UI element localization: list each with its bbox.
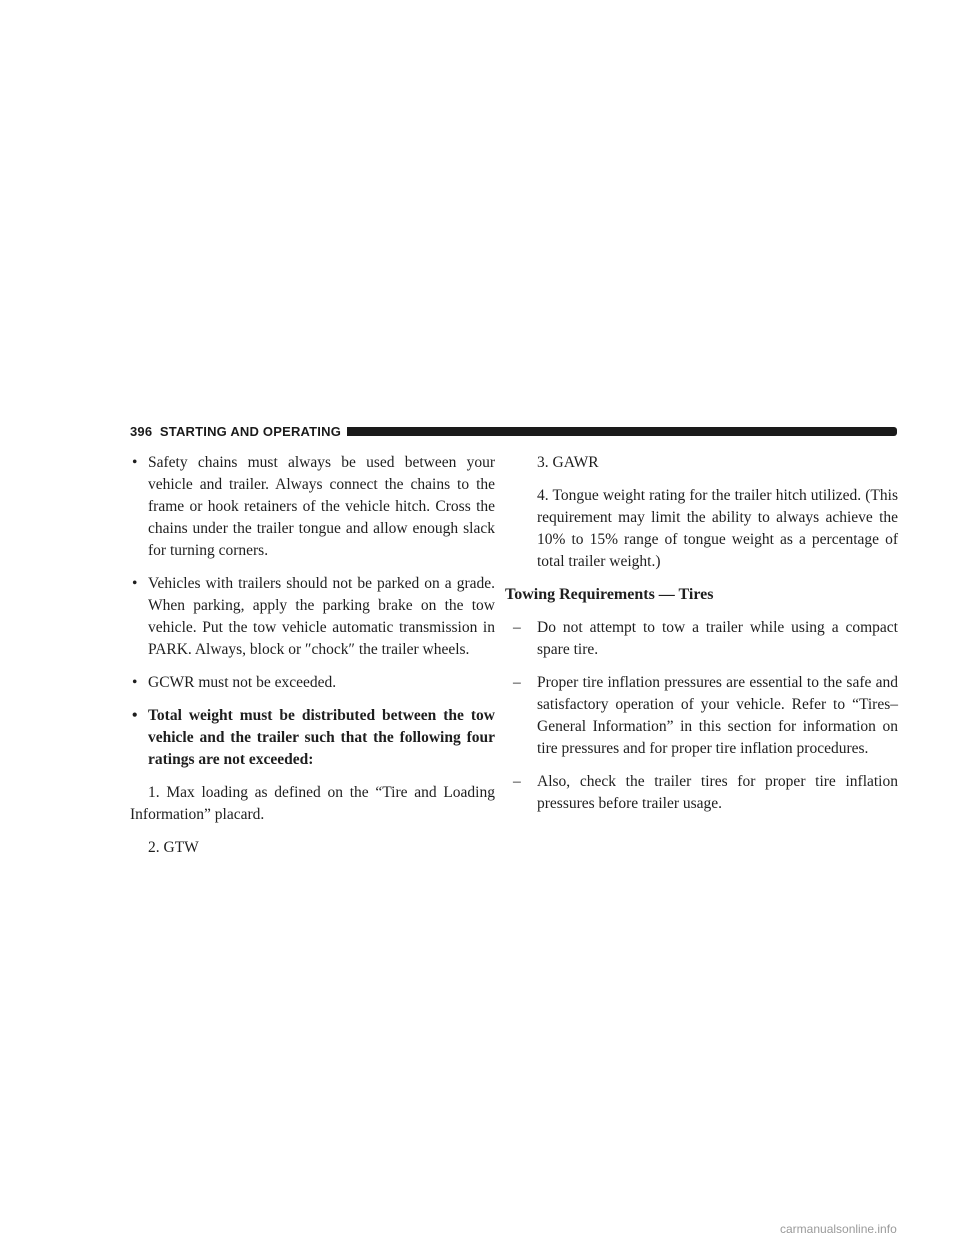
bullet-icon: • <box>132 707 138 724</box>
left-column <box>130 452 495 870</box>
dash-icon: – <box>513 619 521 636</box>
bullet-item: • GCWR must not be exceeded. <box>130 672 495 694</box>
bullet-icon: • <box>132 674 138 691</box>
page-header <box>130 423 897 439</box>
header-rule <box>347 427 897 436</box>
dash-item: – Proper tire inflation pressures are essential to the safe and satisfactory operation of your vehicle. Refer to “Tires–General Information” in this section for information on tire pressures and for proper tire inflation procedures. <box>513 674 898 757</box>
bullet-item: • Safety chains must always be used between your vehicle and trailer. Always connect the chains to the frame or hook retainers of the vehicle hitch. Cross the chains under the trailer tongue and allow enough slack for turning corners. <box>132 454 495 559</box>
footer-watermark: carmanualsonline.info <box>780 1222 897 1236</box>
numbered-item: 3. GAWR <box>537 454 599 471</box>
right-column <box>505 452 898 826</box>
dash-item: – Do not attempt to tow a trailer while using a compact spare tire. <box>513 619 898 658</box>
page-number: 396 <box>130 423 153 439</box>
dash-icon: – <box>513 773 521 790</box>
section-heading: Towing Requirements — Tires <box>505 586 714 603</box>
numbered-item: 4. Tongue weight rating for the trailer hitch utilized. (This requirement may limit the ability to always achieve the 10% to 15% range of tongue weight as a percentage of total trailer weight.) <box>537 487 898 570</box>
dash-item: – Also, check the trailer tires for proper tire inflation pressures before trailer usage. <box>513 773 898 812</box>
bullet-icon: • <box>132 454 138 471</box>
page-number-and-section <box>130 424 341 439</box>
section-title: STARTING AND OPERATING <box>159 423 342 439</box>
bullet-item-bold: • Total weight must be distributed between the tow vehicle and the trailer such that the following four ratings are not exceeded: <box>132 707 495 768</box>
numbered-item: 2. GTW <box>148 839 199 856</box>
bullet-item: • Vehicles with trailers should not be parked on a grade. When parking, apply the parking brake on the tow vehicle. Put the tow vehicle automatic transmission in PARK. Always, block or ″chock″ the trailer wheels. <box>132 575 495 658</box>
bullet-icon: • <box>132 575 138 592</box>
dash-icon: – <box>513 674 521 691</box>
numbered-item: 1. Max loading as defined on the “Tire and Loading Information” placard. <box>130 784 495 823</box>
